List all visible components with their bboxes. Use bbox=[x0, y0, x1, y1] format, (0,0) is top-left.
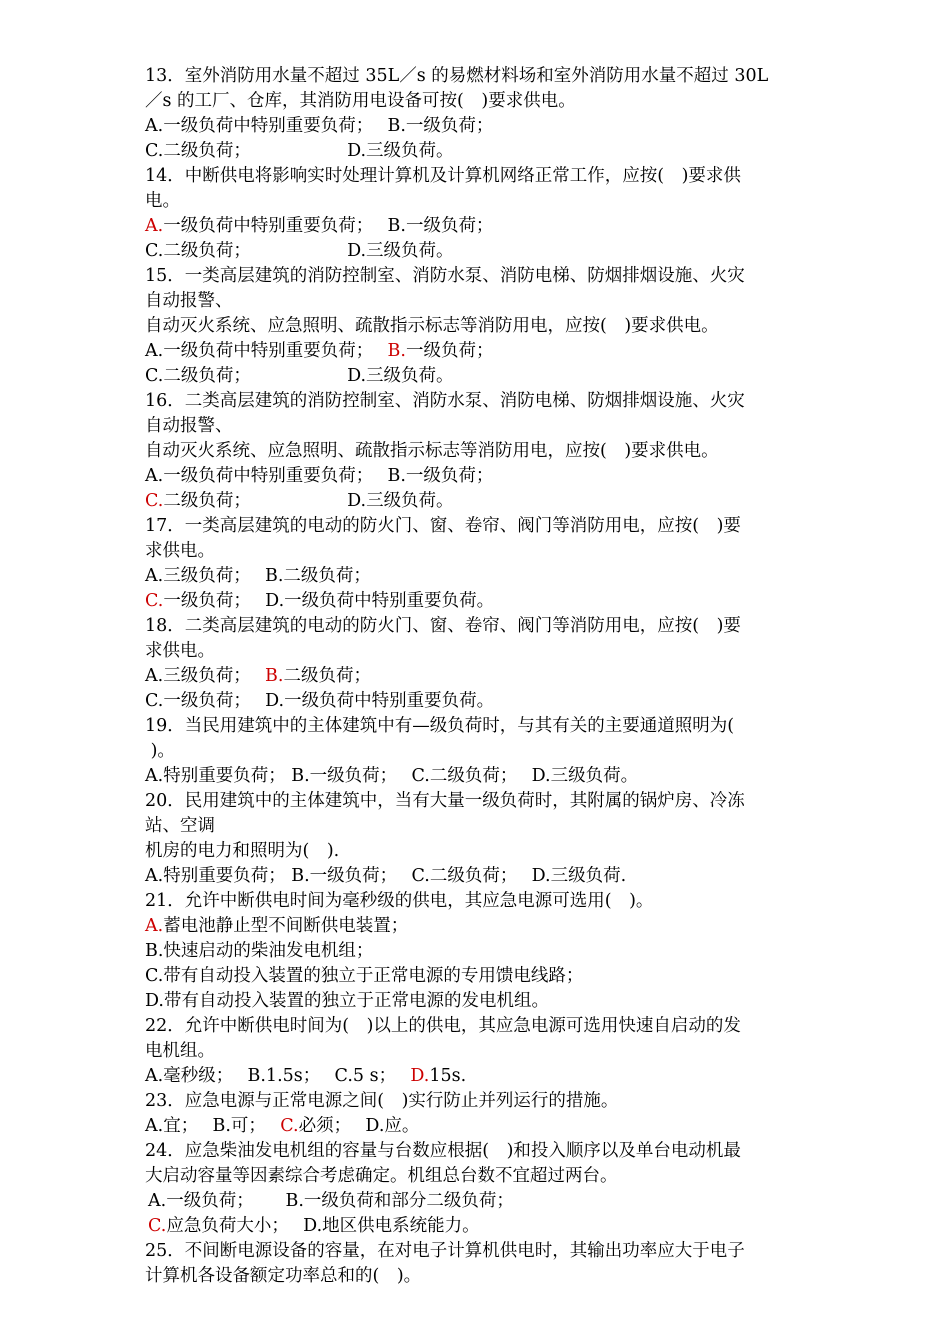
line-text: 18．二类高层建筑的电动的防火门、窗、卷帘、阀门等消防用电，应按( )要 bbox=[145, 616, 741, 636]
line-text: 二级负荷； D.三级负荷。 bbox=[163, 491, 454, 511]
answer-marker: B. bbox=[265, 666, 284, 686]
line-text: 16．二类高层建筑的消防控制室、消防水泵、消防电梯、防烟排烟设施、火灾 bbox=[145, 391, 745, 411]
line-text: 自动灭火系统、应急照明、疏散指示标志等消防用电，应按( )要求供电。 bbox=[145, 316, 719, 336]
text-line bbox=[145, 614, 810, 639]
line-text: 17．一类高层建筑的电动的防火门、窗、卷帘、阀门等消防用电，应按( )要 bbox=[145, 516, 741, 536]
text-line bbox=[145, 139, 810, 164]
text-line bbox=[145, 164, 810, 189]
line-text: 自动报警、 bbox=[145, 416, 233, 436]
answer-marker: C. bbox=[145, 591, 164, 611]
line-text: 电机组。 bbox=[145, 1041, 215, 1061]
text-line bbox=[145, 739, 810, 764]
text-line bbox=[145, 764, 810, 789]
text-line bbox=[145, 964, 810, 989]
answer-marker: C. bbox=[280, 1116, 299, 1136]
line-text: 计算机各设备额定功率总和的( )。 bbox=[145, 1266, 422, 1286]
text-line bbox=[145, 364, 810, 389]
text-line bbox=[145, 89, 810, 114]
text-line bbox=[145, 239, 810, 264]
line-text: 自动灭火系统、应急照明、疏散指示标志等消防用电，应按( )要求供电。 bbox=[145, 441, 719, 461]
line-text: 20．民用建筑中的主体建筑中，当有大量一级负荷时，其附属的锅炉房、冷冻 bbox=[145, 791, 745, 811]
line-text: 机房的电力和照明为( ). bbox=[145, 841, 340, 861]
text-line bbox=[145, 939, 810, 964]
line-text: A.特别重要负荷； B.一级负荷； C.二级负荷； D.三级负荷。 bbox=[145, 766, 639, 786]
line-text: C.二级负荷； D.三级负荷。 bbox=[145, 241, 454, 261]
option-text: A.宜； B.可； bbox=[145, 1116, 281, 1136]
answer-marker: A. bbox=[145, 916, 164, 936]
line-text: 19．当民用建筑中的主体建筑中有—级负荷时，与其有关的主要通道照明为( bbox=[145, 716, 735, 736]
line-text: 15s. bbox=[429, 1066, 467, 1086]
line-text: 应急负荷大小； D.地区供电系统能力。 bbox=[166, 1216, 480, 1236]
text-line bbox=[145, 64, 810, 89]
text-line bbox=[145, 1114, 810, 1139]
line-text: A.一级负荷中特别重要负荷； B.一级负荷； bbox=[145, 466, 494, 486]
text-line bbox=[145, 814, 810, 839]
text-line bbox=[145, 214, 810, 239]
text-line bbox=[145, 389, 810, 414]
line-text: A.一级负荷中特别重要负荷； B.一级负荷； bbox=[145, 116, 494, 136]
line-text: 23．应急电源与正常电源之间( )实行防止并列运行的措施。 bbox=[145, 1091, 619, 1111]
text-line bbox=[145, 1264, 810, 1289]
text-line bbox=[145, 889, 810, 914]
text-line bbox=[145, 564, 810, 589]
text-line bbox=[145, 789, 810, 814]
text-line bbox=[145, 1189, 810, 1214]
line-text: C.二级负荷； D.三级负荷。 bbox=[145, 366, 454, 386]
text-line bbox=[145, 639, 810, 664]
answer-marker: B. bbox=[387, 341, 406, 361]
text-line bbox=[145, 1214, 810, 1239]
line-text: B.快速启动的柴油发电机组； bbox=[145, 941, 374, 961]
answer-marker: C. bbox=[148, 1216, 167, 1236]
text-line bbox=[145, 414, 810, 439]
line-text: 求供电。 bbox=[145, 641, 215, 661]
text-line bbox=[145, 1139, 810, 1164]
text-line bbox=[145, 914, 810, 939]
text-line bbox=[145, 339, 810, 364]
line-text: 一级负荷； bbox=[405, 341, 494, 361]
option-text: A.三级负荷； bbox=[145, 666, 266, 686]
text-line bbox=[145, 114, 810, 139]
option-text: A.毫秒级； B.1.5s； C.5 s； bbox=[145, 1066, 411, 1086]
line-text: C.带有自动投入装置的独立于正常电源的专用馈电线路； bbox=[145, 966, 584, 986]
line-text: C.二级负荷； D.三级负荷。 bbox=[145, 141, 454, 161]
text-line bbox=[145, 189, 810, 214]
line-text: 21．允许中断供电时间为毫秒级的供电，其应急电源可选用( )。 bbox=[145, 891, 654, 911]
line-text: A.三级负荷； B.二级负荷； bbox=[145, 566, 371, 586]
text-line bbox=[145, 664, 810, 689]
line-text: 15．一类高层建筑的消防控制室、消防水泵、消防电梯、防烟排烟设施、火灾 bbox=[145, 266, 745, 286]
line-text: 22．允许中断供电时间为( )以上的供电，其应急电源可选用快速自启动的发 bbox=[145, 1016, 741, 1036]
line-text: 一级负荷； D.一级负荷中特别重要负荷。 bbox=[163, 591, 495, 611]
text-line bbox=[145, 989, 810, 1014]
line-text: 蓄电池静止型不间断供电装置； bbox=[163, 916, 409, 936]
text-line bbox=[145, 1014, 810, 1039]
answer-marker: A. bbox=[145, 216, 164, 236]
line-text: 14．中断供电将影响实时处理计算机及计算机网络正常工作，应按( )要求供 bbox=[145, 166, 741, 186]
line-text: ／s 的工厂、仓库，其消防用电设备可按( )要求供电。 bbox=[145, 91, 576, 111]
line-text: 一级负荷中特别重要负荷； B.一级负荷； bbox=[163, 216, 494, 236]
line-text: 13．室外消防用水量不超过 35L／s 的易燃材料场和室外消防用水量不超过 30L bbox=[145, 66, 769, 86]
answer-marker: C. bbox=[145, 491, 164, 511]
text-line bbox=[145, 864, 810, 889]
answer-marker: D. bbox=[410, 1066, 430, 1086]
text-line bbox=[145, 839, 810, 864]
line-text: 求供电。 bbox=[145, 541, 215, 561]
line-text: 24．应急柴油发电机组的容量与台数应根据( )和投入顺序以及单台电动机最 bbox=[145, 1141, 741, 1161]
line-text: 站、空调 bbox=[145, 816, 215, 836]
text-line bbox=[145, 1089, 810, 1114]
text-line bbox=[145, 439, 810, 464]
line-text: 大启动容量等因素综合考虑确定。机组总台数不宜超过两台。 bbox=[145, 1166, 618, 1186]
question-list bbox=[145, 64, 810, 1289]
text-line bbox=[145, 489, 810, 514]
line-text: 自动报警、 bbox=[145, 291, 233, 311]
line-text: C.一级负荷； D.一级负荷中特别重要负荷。 bbox=[145, 691, 495, 711]
text-line bbox=[145, 1164, 810, 1189]
line-text: A.一级负荷； B.一级负荷和部分二级负荷； bbox=[148, 1191, 514, 1211]
text-line bbox=[145, 589, 810, 614]
text-line bbox=[145, 539, 810, 564]
line-text: )。 bbox=[145, 741, 175, 761]
line-text: 二级负荷； bbox=[283, 666, 371, 686]
text-line bbox=[145, 314, 810, 339]
text-line bbox=[145, 1064, 810, 1089]
line-text: A.特别重要负荷； B.一级负荷； C.二级负荷； D.三级负荷. bbox=[145, 866, 627, 886]
text-line bbox=[145, 264, 810, 289]
option-text: A.一级负荷中特别重要负荷； bbox=[145, 341, 388, 361]
text-line bbox=[145, 289, 810, 314]
line-text: 电。 bbox=[145, 191, 180, 211]
text-line bbox=[145, 1239, 810, 1264]
text-line bbox=[145, 714, 810, 739]
text-line bbox=[145, 464, 810, 489]
line-text: 必须； D.应。 bbox=[298, 1116, 420, 1136]
line-text: 25．不间断电源设备的容量，在对电子计算机供电时，其输出功率应大于电子 bbox=[145, 1241, 745, 1261]
text-line bbox=[145, 689, 810, 714]
text-line bbox=[145, 514, 810, 539]
line-text: D.带有自动投入装置的独立于正常电源的发电机组。 bbox=[145, 991, 549, 1011]
text-line bbox=[145, 1039, 810, 1064]
